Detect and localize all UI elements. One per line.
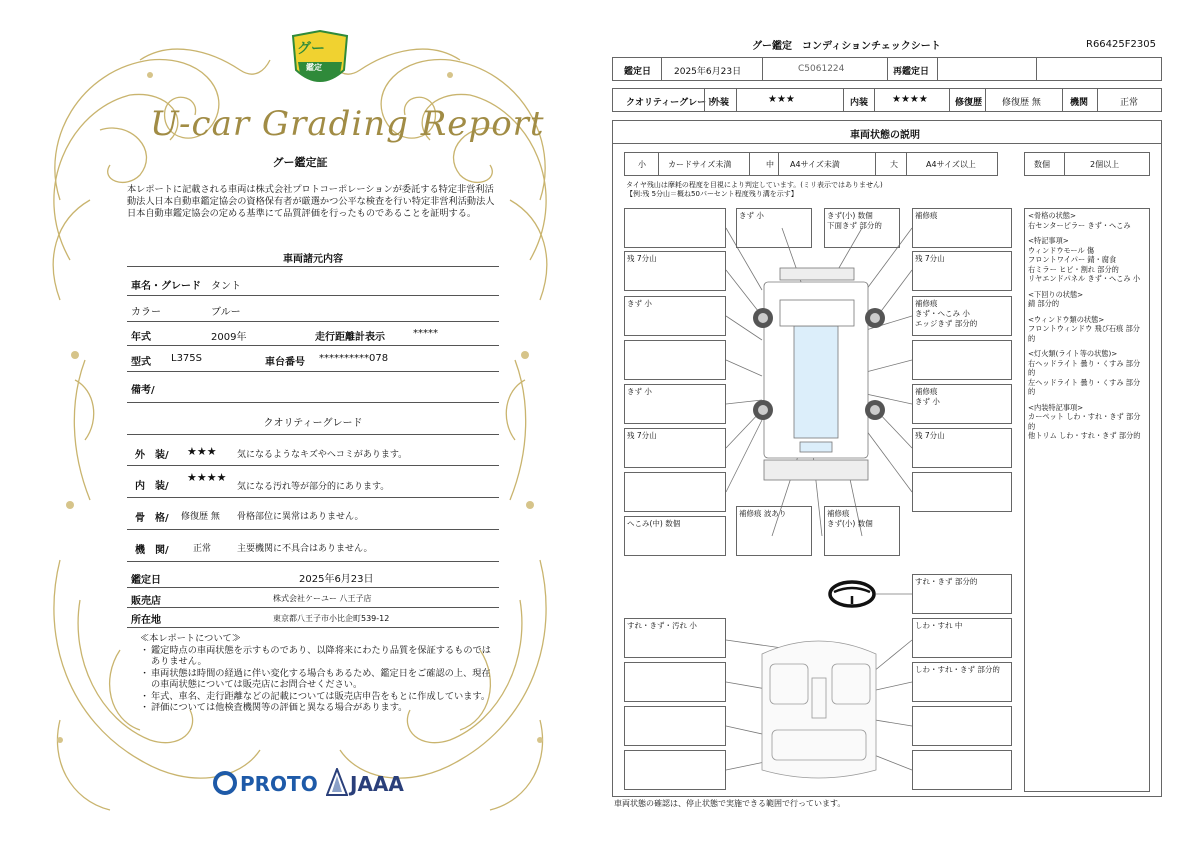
mileage-label: 走行距離計表示 xyxy=(315,332,385,343)
ext-box-left-3: きず 小 xyxy=(624,296,726,336)
ext-box-right-2: 残 7分山 xyxy=(912,251,1012,291)
ext-box-right-4 xyxy=(912,340,1012,380)
ext-box-right-7 xyxy=(912,472,1012,512)
note-line: <灯火類(ライト等の状態)> xyxy=(1028,349,1118,358)
exterior-label: 外 装/ xyxy=(135,450,169,461)
chassis-label: 車台番号 xyxy=(265,357,305,368)
note-line: 左ヘッドライト 曇り・くすみ 部分的 xyxy=(1028,377,1141,396)
ext-box-bottom-2: 補修痕 きず(小) 数個 xyxy=(824,506,900,556)
name-label: 車名・グレード xyxy=(131,281,201,292)
qg-label: クオリティーグレード xyxy=(626,98,716,108)
badge-top-text: グー xyxy=(297,41,325,57)
int-box-right-1: しわ・すれ 中 xyxy=(912,618,1012,658)
tire-note: タイヤ残山は摩耗の程度を目視により判定しています。(ミリ表示ではありません) xyxy=(626,181,883,189)
info-row-date xyxy=(127,566,499,588)
sheet-title: グー鑑定 コンディションチェックシート xyxy=(752,41,941,52)
size-large: 大 xyxy=(890,160,898,169)
interior-label: 内 装/ xyxy=(135,481,169,492)
note-line: ウィンドウモール 傷 xyxy=(1028,245,1095,255)
note-line: 錆 部分的 xyxy=(1028,299,1060,308)
note-line: 他トリム しわ・すれ・きず 部分的 xyxy=(1028,431,1141,440)
count-desc: 2個以上 xyxy=(1090,160,1120,169)
spec-row-remarks xyxy=(127,372,499,398)
repair-label: 修復歴 xyxy=(955,98,983,108)
ext-box-right-6: 残 7分山 xyxy=(912,428,1012,468)
date-label: 鑑定日 xyxy=(131,575,161,586)
quality-row-interior xyxy=(127,466,499,498)
date-value: 2025年6月23日 xyxy=(299,574,374,585)
size-mid-desc: A4サイズ未満 xyxy=(790,160,840,169)
divider xyxy=(127,402,499,403)
note-line: <骨格の状態> xyxy=(1028,211,1076,220)
badge-bottom-text: 鑑定 xyxy=(306,63,322,72)
int-box-right-2: しわ・すれ・きず 部分的 xyxy=(912,662,1012,702)
ext-box-top-1: きず 小 xyxy=(736,208,812,248)
frame-text: 骨格部位に異常はありません。 xyxy=(237,512,364,522)
dealer-value: 株式会社ケーユー 八王子店 xyxy=(273,594,372,603)
ext-box-top-2: きず(小) 数個 下面きず 部分的 xyxy=(824,208,900,248)
interior-text: 気になる汚れ等が部分的にあります。 xyxy=(237,482,390,492)
ext-box-left-6: 残 7分山 xyxy=(624,428,726,468)
ext-label: 外装 xyxy=(711,98,730,108)
note-item: ・ 年式、車名、走行距離などの記載については販売店申告をもとに作成しています。 xyxy=(140,691,495,703)
steering-box: すれ・きず 部分的 xyxy=(912,574,1012,614)
engine-value: 正常 xyxy=(193,544,212,554)
int-label: 内装 xyxy=(850,98,869,108)
note-line: <下回りの状態> xyxy=(1028,289,1084,299)
ext-box-right-1: 補修痕 xyxy=(912,208,1012,248)
note-line: 右ヘッドライト 曇り・くすみ 部分的 xyxy=(1028,358,1141,377)
jaaa-logo-icon xyxy=(326,768,348,796)
ext-box-left-8: へこみ(中) 数個 xyxy=(624,516,726,556)
quality-row-engine xyxy=(127,530,499,562)
ext-box-left-1 xyxy=(624,208,726,248)
note-line: <内装特記事項> xyxy=(1028,402,1084,412)
engine-label: 機関 xyxy=(1070,98,1089,108)
certificate-title: グー鑑定証 xyxy=(272,156,328,169)
engine-label: 機 関/ xyxy=(135,545,169,556)
ext-box-right-3: 補修痕 きず・へこみ 小 エッジきず 部分的 xyxy=(912,296,1012,336)
date-label: 鑑定日 xyxy=(624,67,652,77)
sheet-footer: 車両状態の確認は、停止状態で実施できる範囲で行っています。 xyxy=(614,799,846,808)
exterior-text: 気になるようなキズやヘコミがあります。 xyxy=(237,450,408,460)
inspection-code: C5061224 xyxy=(798,64,845,74)
jaaa-logo-text: JAAA xyxy=(350,772,404,796)
divider xyxy=(127,266,499,267)
note-line: カーペット しわ・すれ・きず 部分的 xyxy=(1028,412,1141,431)
reinspect-label: 再鑑定日 xyxy=(893,67,930,77)
ext-box-left-5: きず 小 xyxy=(624,384,726,424)
note-line: <ウィンドウ類の状態> xyxy=(1028,314,1105,324)
ext-box-bottom-1: 補修痕 波あり xyxy=(736,506,812,556)
quality-row-frame xyxy=(127,498,499,530)
int-box-right-3 xyxy=(912,706,1012,746)
model-label: 型式 xyxy=(131,357,151,368)
note-line: フロントワイパー 錆・腐食 xyxy=(1028,255,1117,264)
info-row-dealer xyxy=(127,588,499,608)
certificate-intro: 本レポートに記載される車両は株式会社プロトコーポレーションが委託する特定非営利活動法人日本自動車鑑定協会の資格保有者が厳選かつ公平な検査を行い特定非営利活動法人日本自動車鑑定協会の定める基準にて品質評価を行ったものであることを証明する。 xyxy=(127,184,495,219)
remarks-label: 備考/ xyxy=(131,385,155,396)
report-notes xyxy=(140,633,495,714)
quality-row-exterior xyxy=(127,436,499,466)
repair-value: 修復歴 無 xyxy=(1002,98,1041,108)
spec-row-color xyxy=(127,296,499,322)
year-value: 2009年 xyxy=(211,332,247,343)
mileage-value: ***** xyxy=(413,328,438,339)
note-line: リヤエンドパネル きず・へこみ 小 xyxy=(1028,274,1141,283)
count-label: 数個 xyxy=(1034,160,1050,169)
note-item: ・ 評価については他検査機関等の評価と異なる場合があります。 xyxy=(140,702,495,714)
int-box-left-3 xyxy=(624,706,726,746)
spec-row-model xyxy=(127,346,499,372)
frame-value: 修復歴 無 xyxy=(181,512,220,522)
spec-title: 車両諸元内容 xyxy=(283,254,343,265)
note-item: ・ 鑑定時点の車両状態を示すものであり、以降将来にわたり品質を保証するものではありません。 xyxy=(140,645,495,668)
note-line: フロントウィンドウ 飛び石痕 部分的 xyxy=(1028,324,1140,343)
proto-logo-icon xyxy=(213,770,237,796)
spec-row-name xyxy=(127,268,499,296)
date-value: 2025年6月23日 xyxy=(674,67,742,77)
report-title: U-car Grading Report xyxy=(150,104,545,144)
notes-title: ≪本レポートについて≫ xyxy=(140,633,241,644)
size-mid: 中 xyxy=(766,160,774,169)
quality-title: クオリティーグレード xyxy=(263,418,363,429)
condition-notes-panel xyxy=(1024,208,1150,792)
int-box-right-4 xyxy=(912,750,1012,790)
frame-label: 骨 格/ xyxy=(135,513,169,524)
note-line: 右センターピラー きず・へこみ xyxy=(1028,220,1131,230)
section-title: 車両状態の説明 xyxy=(850,130,920,141)
ext-stars: ★★★ xyxy=(768,94,795,105)
note-line: <特記事項> xyxy=(1028,236,1069,245)
address-label: 所在地 xyxy=(131,615,161,626)
size-small: 小 xyxy=(638,160,646,169)
tire-example: 【例:残 5分山＝概ね50パーセント程度残り溝を示す】 xyxy=(626,190,798,198)
ext-box-left-7 xyxy=(624,472,726,512)
color-value: ブルー xyxy=(211,307,241,318)
exterior-stars: ★★★ xyxy=(187,445,217,458)
size-small-desc: カードサイズ未満 xyxy=(668,160,732,169)
address-value: 東京都八王子市小比企町539-12 xyxy=(273,614,390,623)
int-box-left-2 xyxy=(624,662,726,702)
color-label: カラー xyxy=(131,307,161,318)
chassis-value: **********078 xyxy=(319,353,389,364)
name-value: タント xyxy=(211,281,241,292)
engine-text: 主要機関に不具合はありません。 xyxy=(237,544,373,554)
condition-check-sheet xyxy=(600,0,1200,848)
ext-box-right-5: 補修痕 きず 小 xyxy=(912,384,1012,424)
size-large-desc: A4サイズ以上 xyxy=(926,160,976,169)
proto-logo-text: PROTO xyxy=(240,772,318,796)
divider xyxy=(127,434,499,435)
reference-number: R66425F2305 xyxy=(1086,39,1156,50)
ext-box-left-4 xyxy=(624,340,726,380)
model-value: L375S xyxy=(171,353,203,364)
spec-row-year xyxy=(127,322,499,346)
int-box-left-4 xyxy=(624,750,726,790)
int-stars: ★★★★ xyxy=(892,94,928,105)
dealer-label: 販売店 xyxy=(131,596,161,607)
interior-stars: ★★★★ xyxy=(187,471,227,484)
int-box-left-1: すれ・きず・汚れ 小 xyxy=(624,618,726,658)
year-label: 年式 xyxy=(131,332,151,343)
info-row-address xyxy=(127,608,499,628)
engine-value: 正常 xyxy=(1120,98,1139,108)
note-line: 右ミラー ヒビ・割れ 部分的 xyxy=(1028,264,1119,274)
note-item: ・ 車両状態は時間の経過に伴い変化する場合もあるため、鑑定日をご確認の上、現在の車両状態については販売店にお問合せください。 xyxy=(140,668,495,691)
ext-box-left-2: 残 7分山 xyxy=(624,251,726,291)
